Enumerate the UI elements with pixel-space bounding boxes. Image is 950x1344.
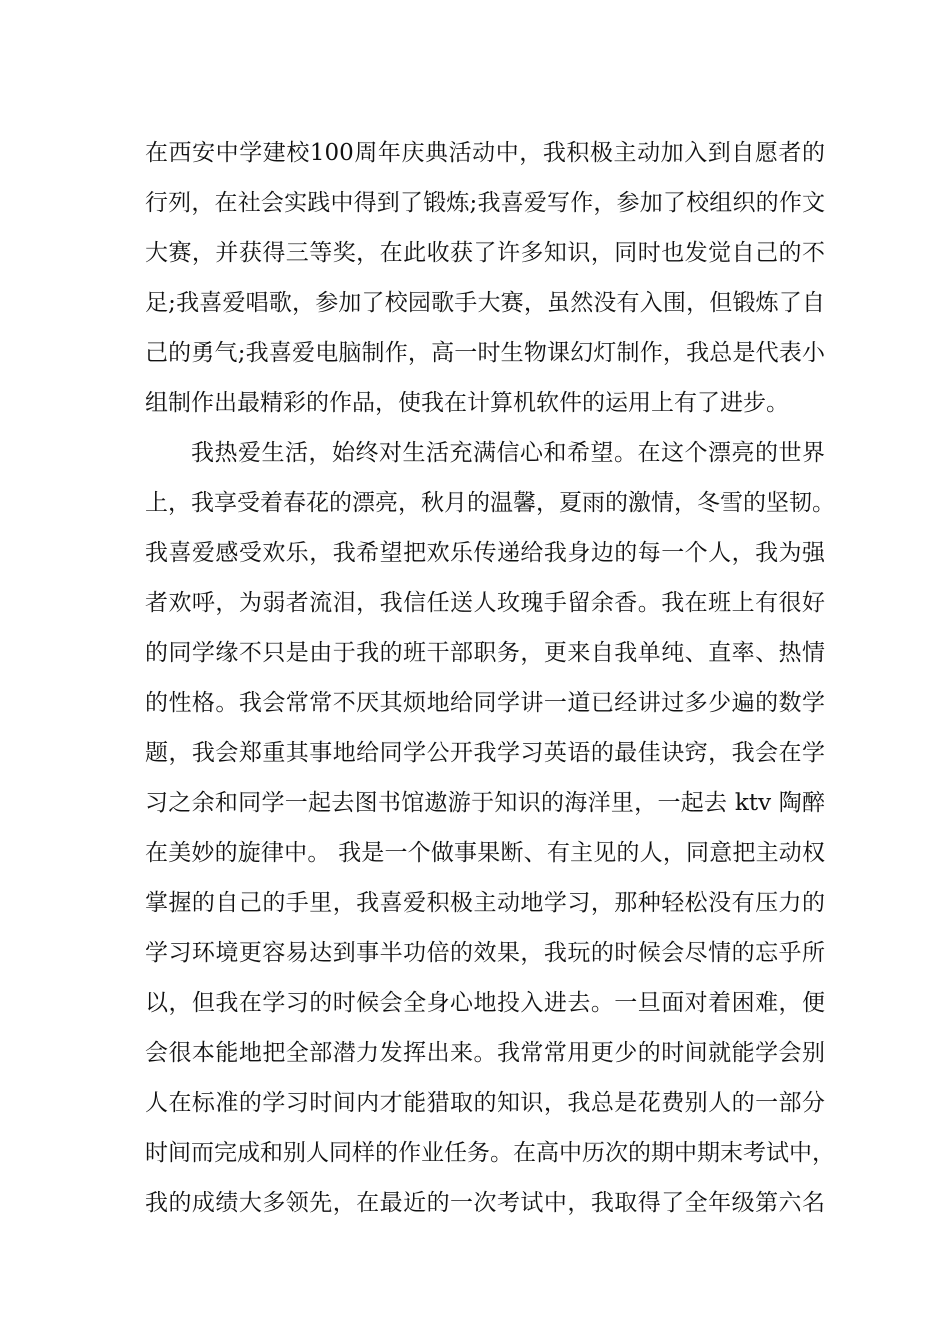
paragraph-first-line: 我热爱生活，始终对生活充满信心和希望。在这个漂亮的世界 bbox=[191, 440, 825, 466]
text-line: 习之余和同学一起去图书馆遨游于知识的海洋里，一起去 ktv 陶醉 bbox=[145, 790, 825, 816]
text-line: 我喜爱感受欢乐，我希望把欢乐传递给我身边的每一个人，我为强 bbox=[145, 540, 825, 566]
text-line: 我的成绩大多领先，在最近的一次考试中，我取得了全年级第六名 bbox=[145, 1190, 825, 1216]
text-line: 者欢呼，为弱者流泪，我信任送人玫瑰手留余香。我在班上有很好 bbox=[145, 590, 825, 616]
text-line: 人在标准的学习时间内才能猎取的知识，我总是花费别人的一部分 bbox=[145, 1090, 825, 1116]
text-line: 的同学缘不只是由于我的班干部职务，更来自我单纯、直率、热情 bbox=[145, 640, 825, 666]
text-line: 时间而完成和别人同样的作业任务。在高中历次的期中期末考试中， bbox=[145, 1140, 835, 1166]
text-line: 上，我享受着春花的漂亮，秋月的温馨，夏雨的激情，冬雪的坚韧。 bbox=[145, 490, 835, 516]
text-line: 足;我喜爱唱歌，参加了校园歌手大赛，虽然没有入围，但锻炼了自 bbox=[145, 290, 825, 316]
text-line: 会很本能地把全部潜力发挥出来。我常常用更少的时间就能学会别 bbox=[145, 1040, 825, 1066]
text-line: 题，我会郑重其事地给同学公开我学习英语的最佳诀窍，我会在学 bbox=[145, 740, 825, 766]
text-line: 在西安中学建校100周年庆典活动中，我积极主动加入到自愿者的 bbox=[145, 140, 825, 166]
text-line: 学习环境更容易达到事半功倍的效果，我玩的时候会尽情的忘乎所 bbox=[145, 940, 825, 966]
text-line: 掌握的自己的手里，我喜爱积极主动地学习，那种轻松没有压力的 bbox=[145, 890, 825, 916]
text-line: 的性格。我会常常不厌其烦地给同学讲一道已经讲过多少遍的数学 bbox=[145, 690, 825, 716]
text-line: 以，但我在学习的时候会全身心地投入进去。一旦面对着困难，便 bbox=[145, 990, 825, 1016]
text-line: 行列，在社会实践中得到了锻炼;我喜爱写作，参加了校组织的作文 bbox=[145, 190, 825, 216]
text-line: 己的勇气;我喜爱电脑制作，高一时生物课幻灯制作，我总是代表小 bbox=[145, 340, 825, 366]
text-line: 在美妙的旋律中。 我是一个做事果断、有主见的人，同意把主动权 bbox=[145, 840, 825, 866]
text-line: 大赛，并获得三等奖，在此收获了许多知识，同时也发觉自己的不 bbox=[145, 240, 825, 266]
text-line: 组制作出最精彩的作品，使我在计算机软件的运用上有了进步。 bbox=[145, 390, 789, 416]
